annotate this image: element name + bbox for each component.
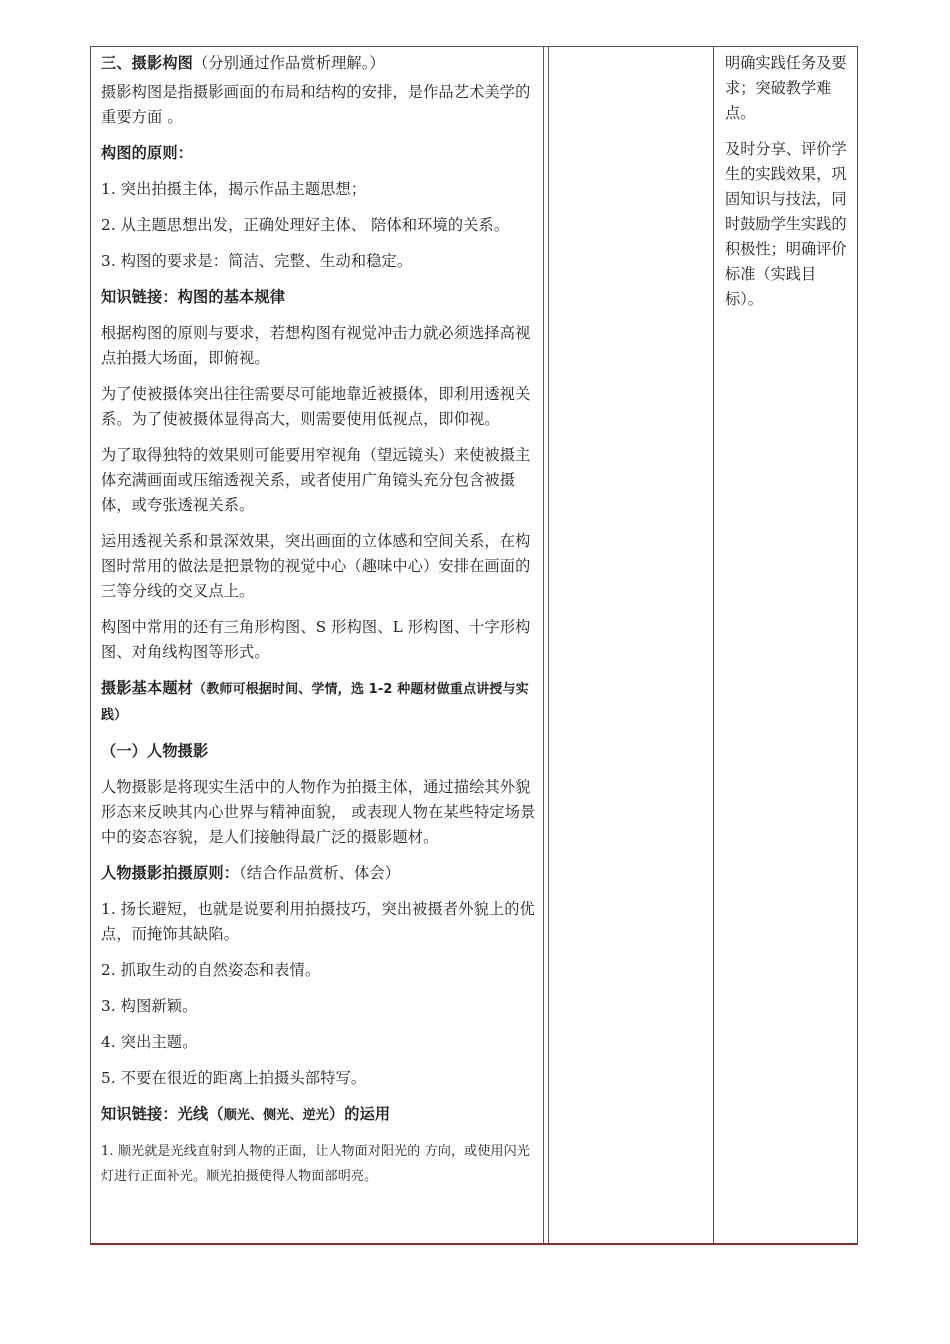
rule-paragraph: 为了取得独特的效果则可能要用窄视角（望远镜头）来使被摄主体充满画面或压缩透视关系，或者使用广角镜头充分包含被摄体，或夸张透视关系。 (101, 446, 531, 514)
intro-text: 摄影构图是指摄影画面的布局和结构的安排，是作品艺术美学的重要方面 。 (101, 83, 531, 126)
rule-paragraph: 根据构图的原则与要求，若想构图有视觉冲击力就必须选择高视点拍摄大场面，即俯视。 (101, 324, 531, 367)
column-divider-2 (713, 47, 714, 1243)
notes-column (725, 51, 853, 323)
rule-paragraph: 构图中常用的还有三角形构图、S 形构图、L 形构图、十字形构图、对角线构图等形式。 (101, 618, 531, 661)
rule-paragraph: 为了使被摄体突出往往需要尽可能地靠近被摄体，即利用透视关系。为了使被摄体显得高大，则需要使用低视点，即仰视。 (101, 385, 531, 428)
portrait-title: （一）人物摄影 (101, 742, 209, 760)
lesson-table (90, 46, 858, 1245)
notes-paragraph-1: 明确实践任务及要求；突破教学难点。 (725, 54, 847, 122)
column-divider-1a (543, 47, 544, 1243)
knowledge-link-title: 知识链接：构图的基本规律 (101, 288, 286, 306)
portrait-rules-title: 人物摄影拍摄原则： (101, 864, 240, 882)
portrait-rules-heading (101, 861, 541, 886)
principle-item: 2. 从主题思想出发，正确处理好主体、 陪体和环境的关系。 (101, 216, 510, 234)
subjects-title: 摄影基本题材 (101, 679, 194, 697)
portrait-rule: 5. 不要在很近的距离上拍摄头部特写。 (101, 1069, 367, 1087)
content-column (101, 51, 541, 1200)
section-heading (101, 51, 541, 76)
light-link-title-b: 顺光、侧光、逆光 (223, 1108, 329, 1123)
portrait-rule: 1. 扬长避短，也就是说要利用拍摄技巧，突出被摄者外貌上的优点，而掩饰其缺陷。 (101, 900, 535, 943)
portrait-description: 人物摄影是将现实生活中的人物作为拍摄主体，通过描绘其外貌形态来反映其内心世界与精神面貌， 或表现人物在某些特定场景中的姿态容貌，是人们接触得最广泛的摄影题材。 (101, 778, 536, 846)
portrait-rule: 2. 抓取生动的自然姿态和表情。 (101, 961, 321, 979)
light-link-title-c: ）的运用 (328, 1105, 391, 1123)
notes-paragraph-2: 及时分享、评价学生的实践效果，巩固知识与技法，同时鼓励学生实践的积极性；明确评价标准（实践目标）。 (725, 140, 847, 308)
subjects-note: （教师可根据时间、学情，选 1-2 种题材做重点讲授与实践） (101, 682, 529, 723)
portrait-rule: 4. 突出主题。 (101, 1033, 198, 1051)
section-note: （分别通过作品赏析理解。） (193, 54, 385, 72)
principle-item: 3. 构图的要求是：简洁、完整、生动和稳定。 (101, 252, 413, 270)
portrait-rule: 3. 构图新颖。 (101, 997, 198, 1015)
light-item: 1. 顺光就是光线直射到人物的正面，让人物面对阳光的 方向，或使用闪光灯进行正面补光。顺光拍摄使得人物面部明亮。 (101, 1144, 530, 1184)
rule-paragraph: 运用透视关系和景深效果，突出画面的立体感和空间关系，在构图时常用的做法是把景物的视觉中心（趣味中心）安排在画面的三等分线的交叉点上。 (101, 532, 531, 600)
section-title: 三、摄影构图 (101, 54, 194, 72)
light-link-title-a: 知识链接：光线（ (101, 1105, 224, 1123)
column-divider-1b (548, 47, 549, 1243)
portrait-rules-note: （结合作品赏析、体会） (239, 864, 401, 882)
light-link-heading (101, 1102, 541, 1128)
principle-item: 1. 突出拍摄主体，揭示作品主题思想； (101, 180, 367, 198)
subjects-heading (101, 676, 541, 728)
principles-title: 构图的原则： (101, 144, 194, 162)
